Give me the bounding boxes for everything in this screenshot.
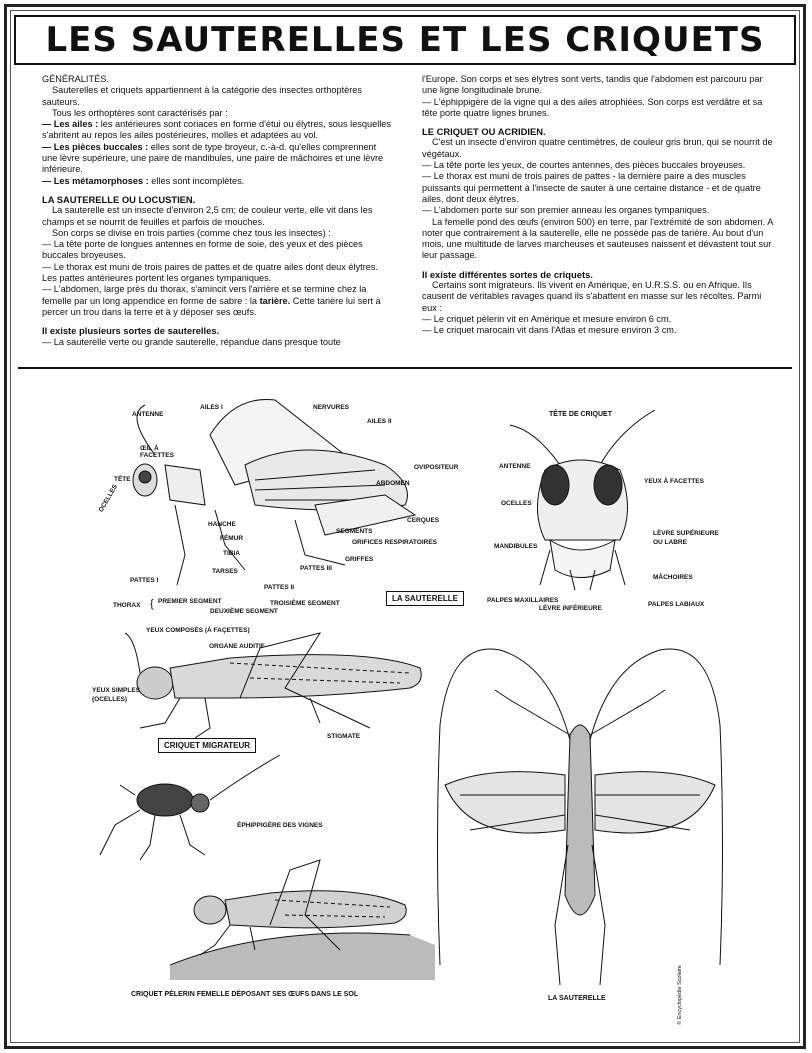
caption-box: LA SAUTERELLE [386, 591, 464, 606]
paragraph: — La tête porte de longues antennes en forme de soie, des yeux et des pièces buccales broyeuses. [42, 239, 363, 261]
label: PALPES MAXILLAIRES [487, 597, 559, 604]
label: PALPES LABIAUX [648, 601, 705, 608]
ephippigere-drawing [95, 755, 285, 865]
heading-sortes-sauterelles: Il existe plusieurs sortes de sauterelles. [42, 325, 220, 337]
label: AILES II [367, 418, 392, 425]
paragraph [42, 284, 394, 318]
page-title: LES SAUTERELLES ET LES CRIQUETS [14, 15, 796, 65]
label: ANTENNE [499, 463, 531, 470]
paragraph: C'est un insecte d'environ quatre centimètres, de couleur gris brun, qui se nourrit de végétaux. [422, 137, 773, 159]
sauterelle-winged-drawing [430, 645, 730, 995]
label: OU LABRE [653, 539, 687, 546]
label: DEUXIÈME SEGMENT [210, 608, 278, 615]
criquet-pelerin-drawing [170, 855, 440, 985]
caption: CRIQUET PÉLERIN FEMELLE DÉPOSANT SES ŒUFS DANS LE SOL [131, 991, 359, 998]
bold-term: — Les ailes : [42, 119, 99, 130]
paragraph: La sauterelle est un insecte d'environ 2,5 cm; de couleur verte, elle vit dans les champs et se nourrit de feuilles et parfois de mouches. [42, 205, 373, 227]
label: PATTES III [300, 565, 332, 572]
bold-term: tarière. [259, 295, 291, 306]
brace: { [150, 598, 154, 610]
label: ÉPHIPPIGÈRE DES VIGNES [237, 822, 323, 829]
left-text-column [42, 74, 394, 348]
label: YEUX SIMPLES [92, 687, 141, 694]
label: YEUX COMPOSÉS (À FAÇETTES) [146, 627, 250, 634]
heading-criquet: LE CRIQUET OU ACRIDIEN. [422, 126, 546, 138]
label: PATTES I [130, 577, 159, 584]
paragraph: Sauterelles et criquets appartiennent à la catégorie des insectes orthoptères sauteurs. [42, 85, 363, 107]
bold-term: — Les métamorphoses : [42, 175, 149, 186]
copyright: © Encyclopédie Scolaire [676, 965, 683, 1025]
section-divider [18, 367, 792, 369]
text: les antérieures sont coriaces en forme d'étui ou élytres, sous lesquelles s'abritent au repos les ailes postérieures, molles et adaptées au vol. [42, 119, 392, 141]
label: ORGANE AUDITIF [209, 643, 265, 650]
paragraph: — L'éphippigère de la vigne qui a des ailes atrophiées. Son corps est verdâtre et sa tête porte quatre lignes brunes. [422, 96, 763, 118]
label: OVIPOSITEUR [414, 464, 459, 471]
label: TROISIÈME SEGMENT [270, 600, 340, 607]
right-text-column [422, 74, 774, 337]
label: TIBIA [223, 550, 240, 557]
label: HANCHE [208, 521, 236, 528]
paragraph [42, 142, 394, 176]
text: elles sont incomplètes. [148, 175, 245, 186]
paragraph: — La tête porte les yeux, de courtes antennes, des pièces buccales broyeuses. [422, 160, 746, 171]
heading-sauterelle: LA SAUTERELLE OU LOCUSTIEN. [42, 193, 196, 205]
label: YEUX À FACETTES [644, 478, 704, 485]
label: FÉMUR [220, 535, 244, 542]
label: THORAX [113, 602, 141, 609]
label: ABDOMEN [376, 480, 410, 487]
paragraph: Tous les orthoptères sont caractérisés par : [52, 107, 228, 118]
criquet-migrateur-drawing [120, 628, 430, 743]
caption: LA SAUTERELLE [548, 995, 606, 1002]
label: ORIFICES RESPIRATOIRES [352, 539, 437, 546]
text: Cette tarière lui sert à percer un trou dans la terre et à y déposer ses œufs. [42, 295, 381, 317]
label: AILES I [200, 404, 223, 411]
paragraph: — La sauterelle verte ou grande sauterelle, répandue dans presque toute [42, 336, 341, 347]
paragraph: — Le thorax est muni de trois paires de pattes et de quatre ailes dont deux élytres. Les pattes antérieures portent les organes tympaniques. [42, 261, 379, 284]
label: NERVURES [313, 404, 350, 411]
text: — L'abdomen, large près du thorax, s'amincit vers l'arrière et se termine chez la femelle par un long appendice en forme de sabre : la [42, 284, 367, 306]
paragraph: — Le criquet marocain vit dans l'Atlas et mesure environ 3 cm. [422, 325, 677, 336]
label: OCELLES [501, 500, 532, 507]
sauterelle-anatomy-drawing [115, 395, 455, 610]
label: PREMIER SEGMENT [158, 598, 222, 605]
paragraph [42, 119, 394, 142]
paragraph: Certains sont migrateurs. Ils vivent en Amérique, en U.R.S.S. ou en Afrique. Ils causent de véritables ravages quand ils s'abattent en masse sur les récoltes. Parmi eux : [422, 280, 762, 313]
label: PATTES II [264, 584, 295, 591]
label: LÈVRE INFÉRIEURE [539, 605, 602, 612]
paragraph: — L'abdomen porte sur son premier anneau les organes tympaniques. [422, 205, 710, 216]
label: GRIFFES [345, 556, 374, 563]
label: ŒIL À FACETTES [140, 445, 174, 459]
label: (OCELLES) [92, 696, 128, 703]
label: MÂCHOIRES [653, 574, 693, 581]
label: STIGMATE [327, 733, 361, 740]
caption-box: CRIQUET MIGRATEUR [158, 738, 256, 753]
label: TÊTE [114, 476, 131, 483]
label: TARSES [212, 568, 238, 575]
paragraph: — Le thorax est muni de trois paires de pattes - la dernière paire a des muscles puissants qui permettent à l'insecte de sauter à une certaine distance - et de quatre ailes, dont deux élytres. [422, 171, 761, 204]
label: OCELLES [97, 483, 120, 514]
paragraph [42, 176, 394, 187]
bold-term: — Les pièces buccales : [42, 141, 149, 152]
paragraph: l'Europe. Son corps et ses élytres sont verts, tandis que l'abdomen est parcouru par une ligne longitudinale brune. [422, 74, 763, 96]
label: LÈVRE SUPÉRIEURE [653, 530, 719, 537]
paragraph: Son corps se divise en trois parties (comme chez tous les insectes) : [52, 227, 331, 238]
label: SEGMENTS [336, 528, 373, 535]
heading-sortes-criquets: Il existe différentes sortes de criquets. [422, 268, 593, 280]
heading-generalites: GÉNÉRALITÉS. [42, 74, 109, 84]
paragraph: — Le criquet pèlerin vit en Amérique et mesure environ 6 cm. [422, 313, 672, 324]
label: TÊTE DE CRIQUET [549, 411, 613, 418]
label: CERQUES [407, 517, 440, 524]
label: MANDIBULES [494, 543, 538, 550]
paragraph: La femelle pond des œufs (environ 500) en terre, par l'extrémité de son abdomen. A noter que contrairement à la sauterelle, elle ne possède pas de tarière. Au bout d'un mois, une multitude de larves marcheuses et sauteuses naissent et dévastent tout sur leur passage. [422, 216, 773, 261]
text: elles sont de type broyeur, c.-à-d. qu'elles comprennent une lèvre supérieure, une paire de mandibules, une paire de mâchoires et une lèvre inférieure. [42, 141, 384, 175]
label: ANTENNE [132, 411, 164, 418]
